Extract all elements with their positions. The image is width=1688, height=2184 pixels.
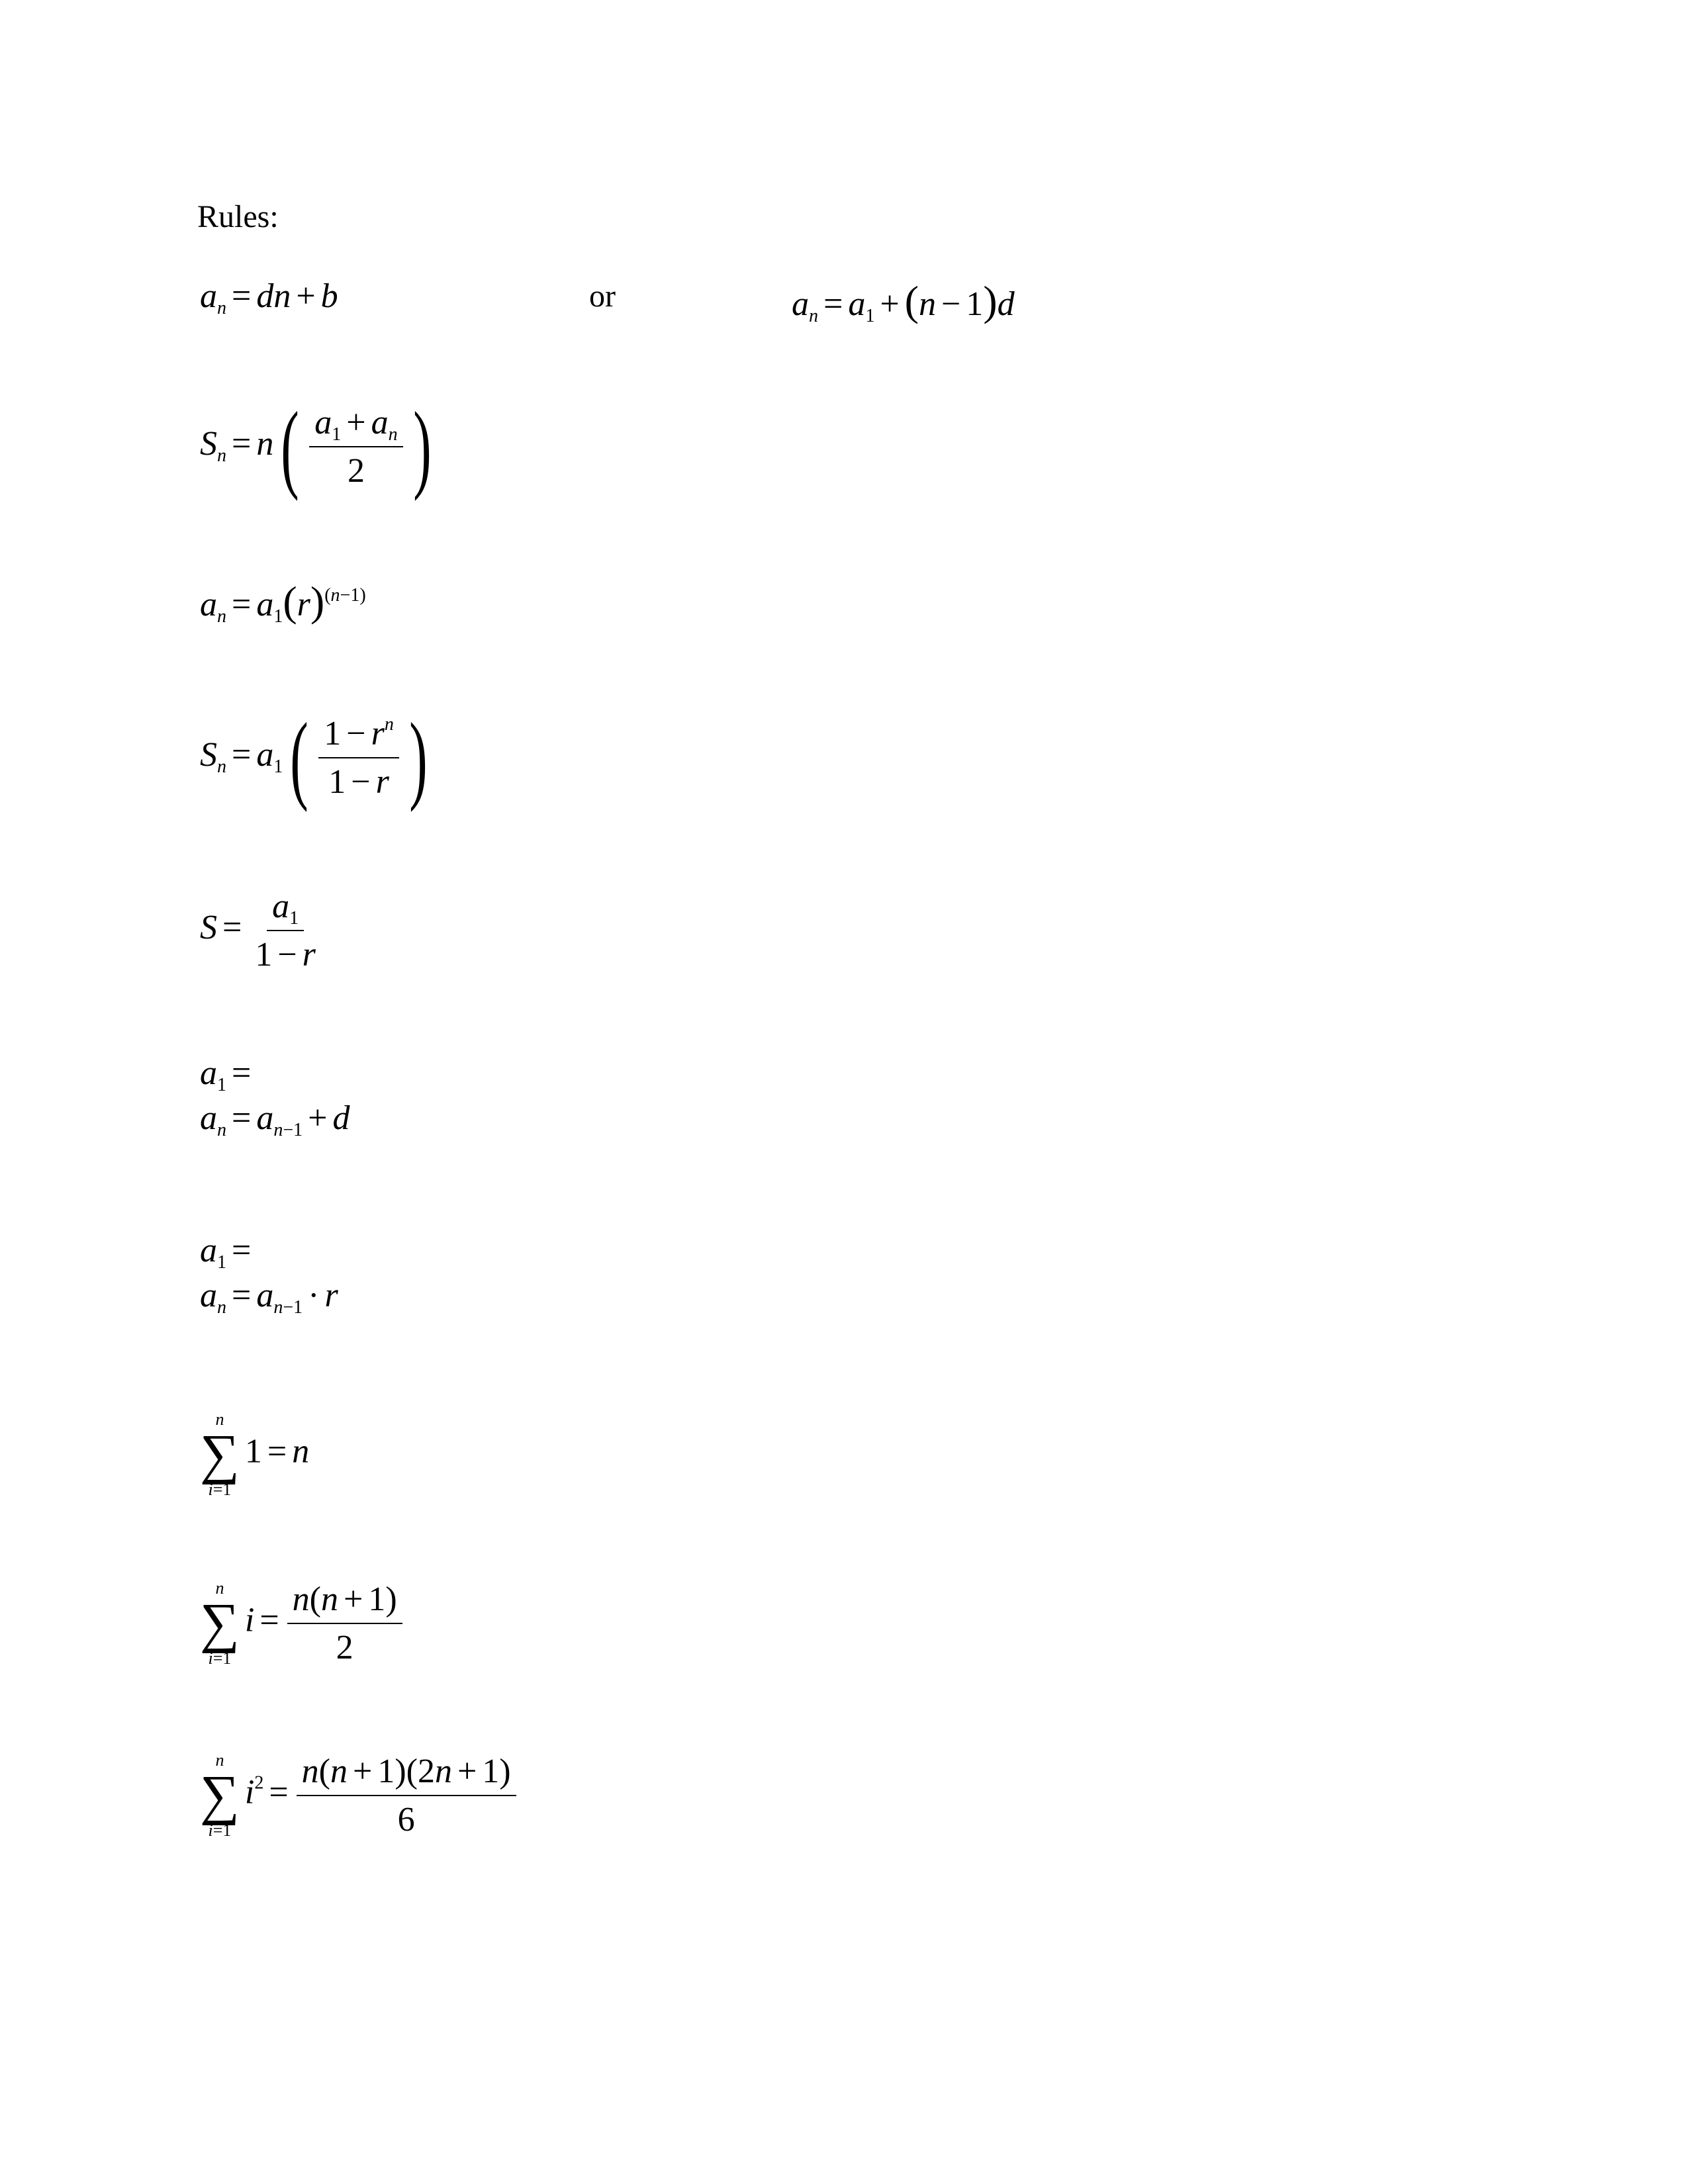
formula-geom-recursive-an: $a_n = a_{n-1} \cdot r$ [200,1277,338,1318]
formula-arith-explicit-dn-b: $a_n$ = dn + b [200,277,338,318]
formula-arith-explicit-a1: $a_n = a_1 + (n - 1)d$ [792,277,1015,326]
formula-geom-sum: $S_n = a_1$( $\frac{1 - r^n}{1 - r}$ ) [200,703,428,813]
page-heading: Rules: [197,199,279,234]
formula-sum-i-squared: n ∑ i=1 $i^2$ = $\frac{n(n + 1)(2n + 1)}{6}$ [200,1751,519,1841]
formula-sum-i: n ∑ i=1 i = $\frac{n(n + 1)}{2}$ [200,1578,405,1668]
formula-arith-sum: $S_n = n$( $\frac{a_1 + a_n}{2}$ ) [200,392,432,502]
formula-infinite-sum: S = $\frac{a_1}{1 - r}$ [200,887,316,974]
or-separator: or [589,279,616,314]
formula-geom-explicit: $a_n = a_1(r)^{(n-1)}$ [200,578,366,627]
formula-arith-recursive-an: $a_n = a_{n-1} + d$ [200,1099,350,1140]
formula-geom-recursive-a1: $a_1$ = [200,1232,252,1273]
formula-sum-one: n ∑ i=1 1 = n [200,1410,310,1499]
formula-arith-recursive-a1: $a_1$ = [200,1054,252,1095]
